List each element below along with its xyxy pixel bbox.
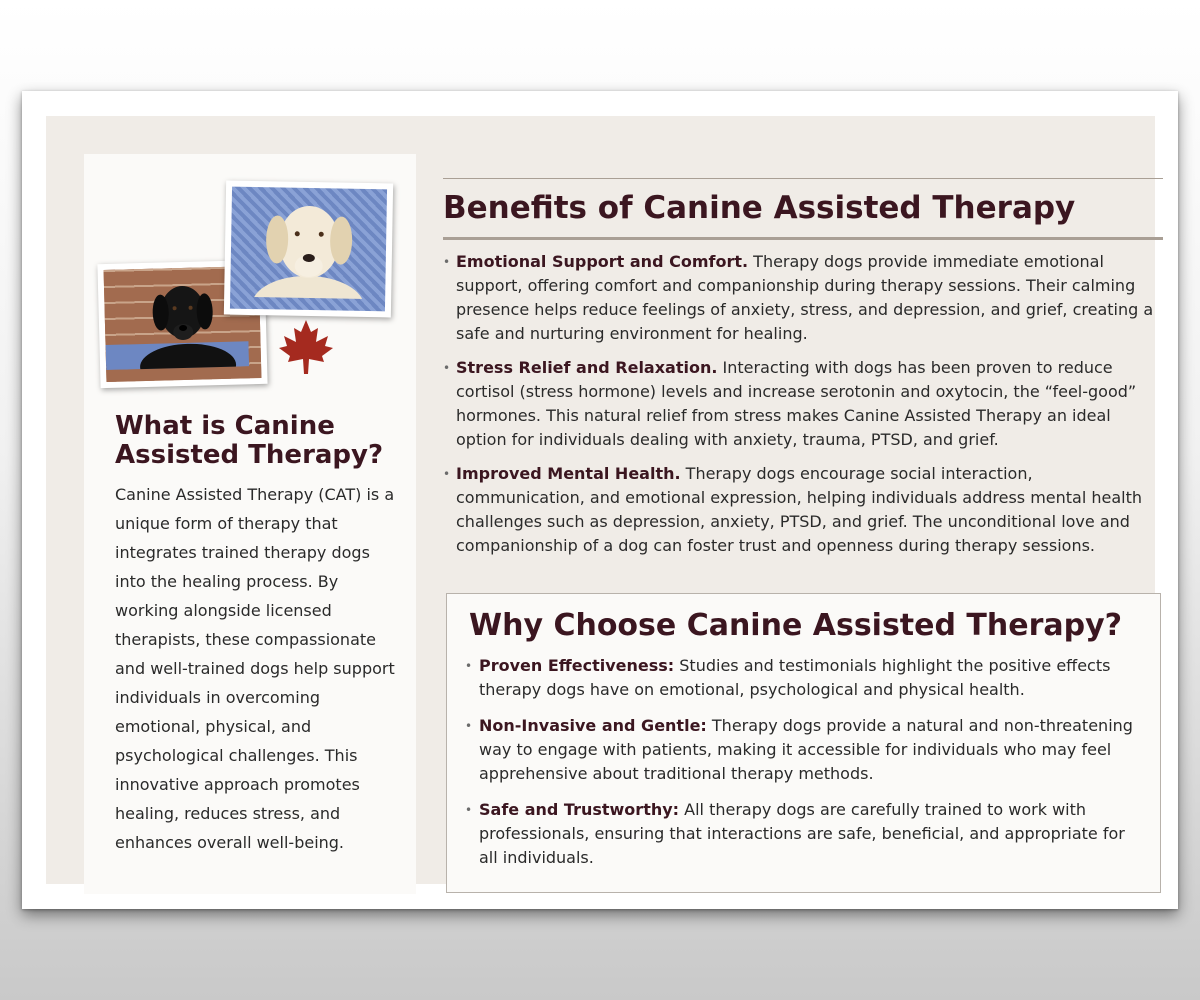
- why-text: All therapy dogs are carefully trained to work with professionals, ensuring that interactions are safe, beneficial, and appropriate for all individuals.: [479, 800, 1125, 867]
- benefits-title: Benefits of Canine Assisted Therapy: [443, 190, 1076, 226]
- left-column: [84, 154, 416, 894]
- why-text: Therapy dogs provide a natural and non-threatening way to engage with patients, making it accessible for individuals who may feel apprehensive about traditional therapy methods.: [479, 716, 1133, 783]
- benefit-text: Therapy dogs provide immediate emotional support, offering comfort and companionship during therapy sessions. Their calming presence helps reduce feelings of anxiety, stress, and depression, and grief, creating a safe and nurturing environment for healing.: [456, 252, 1154, 343]
- left-body-text: Canine Assisted Therapy (CAT) is a unique form of therapy that integrates trained therapy dogs into the healing process. By working alongside licensed therapists, these compassionate and well-trained dogs help support individuals in overcoming emotional, physical, and psychological challenges. This innovative approach promotes healing, reduces stress, and enhances overall well-being.: [115, 485, 395, 852]
- why-text: Studies and testimonials highlight the positive effects therapy dogs have on emotional, psychological and physical health.: [479, 656, 1111, 699]
- why-list: [465, 654, 1145, 882]
- why-choose-box: [446, 593, 1161, 893]
- why-heading: Proven Effectiveness:: [479, 656, 675, 675]
- divider-bottom: [443, 237, 1163, 240]
- why-heading: Non-Invasive and Gentle:: [479, 716, 707, 735]
- yellow-labrador-photo: [224, 181, 393, 318]
- why-heading: Safe and Trustworthy:: [479, 800, 680, 819]
- benefit-text: Therapy dogs encourage social interaction, communication, and emotional expression, helping individuals address mental health challenges such as depression, anxiety, PTSD, and grief. The unconditional love and companionship of a dog can foster trust and openness during therapy sessions.: [456, 464, 1143, 555]
- maple-leaf-icon: [278, 318, 334, 376]
- list-item: [443, 356, 1163, 452]
- benefit-heading: Stress Relief and Relaxation.: [456, 358, 718, 377]
- left-title: What is Canine Assisted Therapy?: [115, 411, 384, 470]
- list-item: [443, 462, 1163, 558]
- benefit-text: Interacting with dogs has been proven to reduce cortisol (stress hormone) levels and increase serotonin and oxytocin, the “feel-good” hormones. This natural relief from stress makes Canine Assisted Therapy an ideal option for individuals dealing with anxiety, trauma, PTSD, and grief.: [456, 358, 1137, 449]
- content-panel: [46, 116, 1155, 884]
- divider-top: [443, 178, 1163, 179]
- yellow-dog-illustration: [230, 187, 375, 299]
- benefits-list: [443, 250, 1163, 568]
- why-title: Why Choose Canine Assisted Therapy?: [469, 608, 1123, 643]
- benefit-heading: Emotional Support and Comfort.: [456, 252, 749, 271]
- blue-chair-background: [230, 187, 387, 312]
- list-item: [465, 798, 1145, 870]
- flyer-card: [22, 91, 1178, 909]
- benefit-heading: Improved Mental Health.: [456, 464, 681, 483]
- list-item: [443, 250, 1163, 346]
- list-item: [465, 714, 1145, 786]
- list-item: [465, 654, 1145, 702]
